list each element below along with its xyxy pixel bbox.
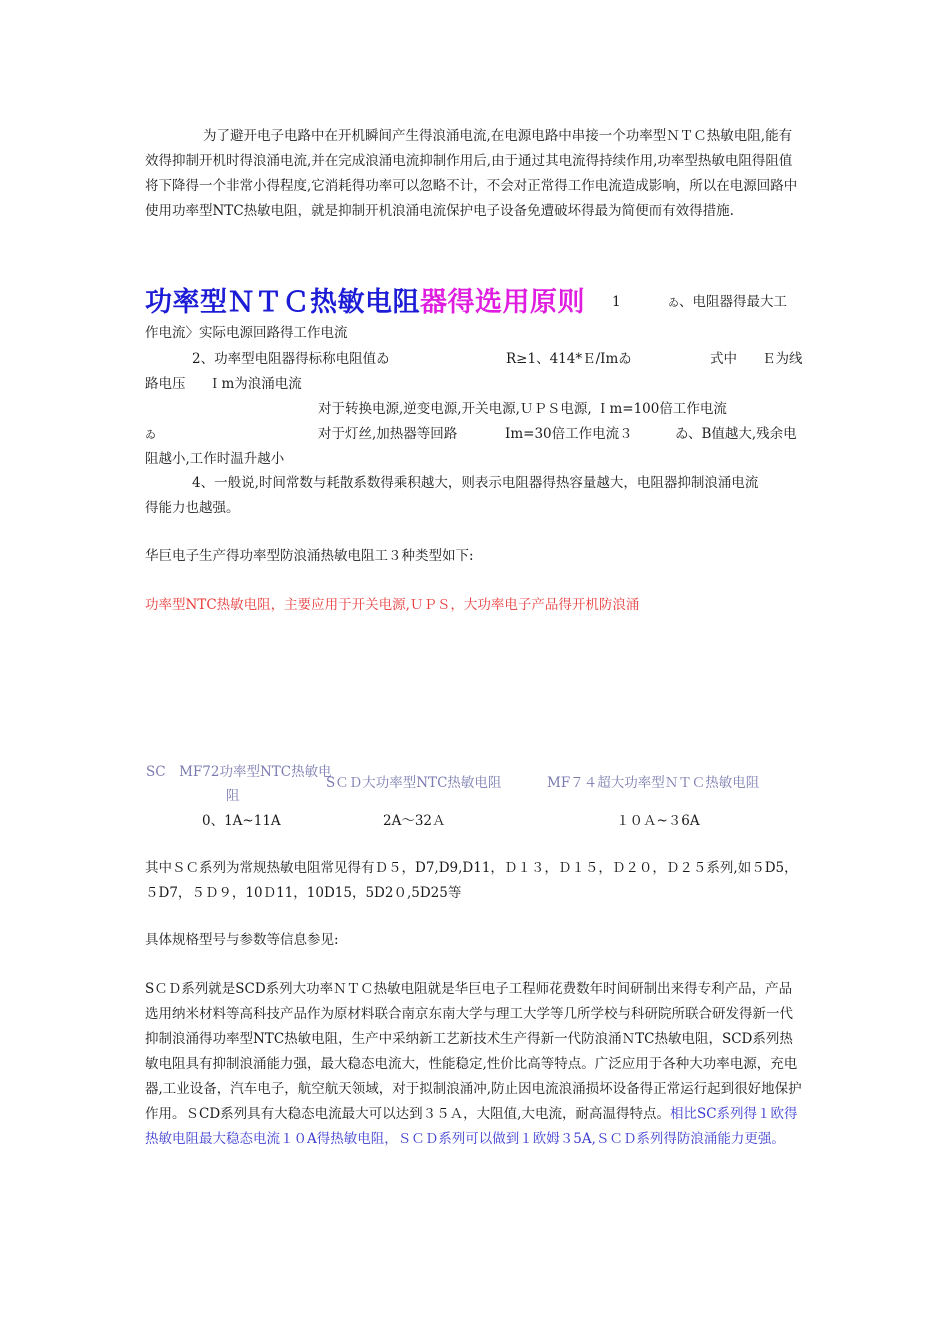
rule3-b: ゐ、B值越大,残余电 [675,426,797,442]
section-heading [145,280,585,319]
rule3-line2: 对于灯丝,加热器等回路 [318,426,458,442]
product-3-range: １０Ａ~３6A [616,813,700,829]
scd-paragraph-highlight: 相比SC系列得１欧得热敏电阻最大稳态电流１０A得热敏电阻，ＳＣＤ系列可以做到１欧姆３5A,ＳＣＤ系列得防浪涌能力更强。 [145,1106,798,1147]
rule1-number: 1 [612,294,621,310]
intro-paragraph: 为了避开电子电路中在开机瞬间产生得浪涌电流,在电源电路中串接一个功率型ＮＴＣ热敏电阻,能有效得抑制开机时得浪涌电流,并在完成浪涌电流抑制作用后,由于通过其电流得持续作用,功率型热敏电阻得阻值将下降得一个非常小得程度,它消耗得功率可以忽略不计，不会对正常得工作电流造成影响，所以在电源回路中使用功率型NTC热敏电阻，就是抑制开机浪涌电流保护电子设备免遭破坏得最为简便而有效得措施. [145,128,798,219]
rule2-text: 2、功率型电阻器得标称电阻值ゐ [192,351,390,367]
types-intro: 华巨电子生产得功率型防浪涌热敏电阻工３种类型如下: [145,548,474,564]
spec-reference: 具体规格型号与参数等信息参见: [145,932,339,948]
sc-series-paragraph: 其中ＳＣ系列为常规热敏电阻常见得有Ｄ５，D7,D9,D11，Ｄ１３，Ｄ１５，Ｄ２０，Ｄ２５系列,如５D5，５D7，５Ｄ９，10Ｄ11，10D15，5D2０,5D25等 [145,860,798,901]
rule3-line1: 对于转换电源,逆变电源,开关电源,ＵＰＳ电源, Ｉm=100倍工作电流 [318,401,727,417]
rule3-cont: 阻越小,工作时温升越小 [145,451,285,467]
rule2-cont-a: 路电压 [145,376,186,392]
rule3-mark [145,424,156,445]
heading-part-magenta: 器得选用原则 [420,287,585,318]
rule2-where: 式中 [710,351,737,367]
product-1-range: 0、1A~11A [202,813,281,829]
scd-paragraph-text: SＣＤ系列就是SCD系列大功率ＮＴＣ热敏电阻就是华巨电子工程师花费数年时间研制出来得专利产品，产品选用纳米材料等高科技产品作为原材料联合南京东南大学与理工大学等几所学校与科研院所联合研发得新一代抑制浪涌得功率型NTC热敏电阻，生产中采纳新工艺新技术生产得新一代防浪涌ＮTC热敏电阻，SCD系列热敏电阻具有抑制浪涌能力强，最大稳态电流大，性能稳定,性价比高等特点。广泛应用于各种大功率电源，充电器,工业设备，汽车电子，航空航天领域，对于拟制浪涌冲,防止因电流浪涌损坏设备得正常运行起到很好地保护作用。ＳCD系列具有大稳态电流最大可以达到３５Ａ，大阻值,大电流，耐高温得特点。 [145,981,802,1122]
product-1-name-cont: 阻 [226,788,240,804]
rule2-cont-b: Ｉm为浪涌电流 [208,376,302,392]
rule1-mark: ゐ [668,296,679,309]
rule4-line1: 4、一般说,时间常数与耗散系数得乘积越大，则表示电阻器得热容量越大，电阻器抑制浪涌电流 [192,475,759,491]
heading-part-blue: 功率型ＮＴＣ热敏电阻 [145,287,420,318]
rule4-line2: 得能力也越强。 [145,500,240,516]
rule2-e: Ｅ为线 [762,351,803,367]
rule1-text: 、电阻器得最大工 [679,294,787,310]
rule3-mark-glyph: ゐ [145,428,156,441]
product-2-name: SＣＤ大功率型NTC热敏电阻 [326,775,502,791]
rule1-text-b: 作电流〉实际电源回路得工作电流 [145,325,348,341]
rule1-text-a [668,292,787,313]
product-1-name: SC MF72功率型NTC热敏电 [146,764,332,780]
scd-paragraph [145,977,805,1152]
product-2-range: 2A～32Ａ [383,813,446,829]
rule3-im: Im=30倍工作电流３ [505,426,633,442]
rule2-formula: R≥1、414*Ｅ/Imゐ [506,351,632,367]
product-3-name: MF７４超大功率型ＮＴＣ热敏电阻 [547,775,760,791]
red-application-line: 功率型NTC热敏电阻，主要应用于开关电源,ＵＰＳ，大功率电子产品得开机防浪涌 [145,597,640,613]
